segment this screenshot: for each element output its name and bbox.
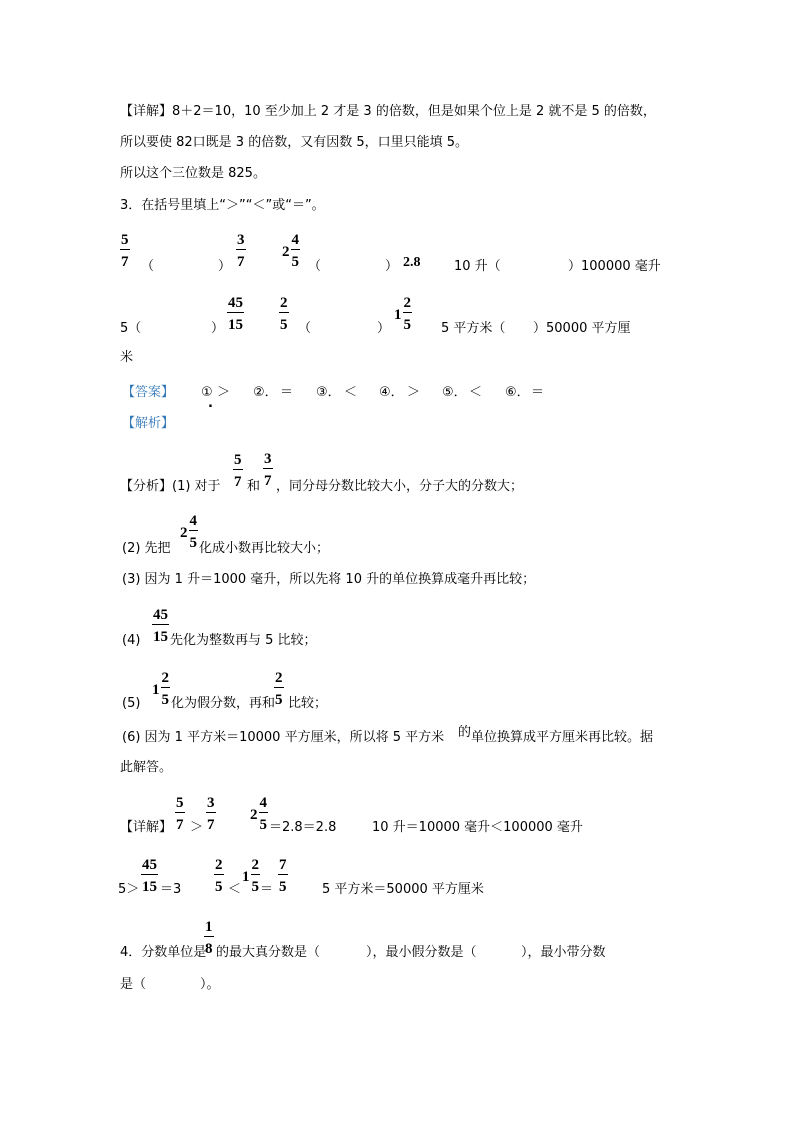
- fraction: 3 7: [237, 232, 245, 270]
- analysis-text: (4): [122, 633, 141, 648]
- fraction: 2 5: [275, 670, 283, 708]
- detail-text: 10 升＝10000 毫升＜100000 毫升: [372, 820, 583, 835]
- mixed-number: 2 4 5: [180, 513, 197, 551]
- fraction: 7 5: [279, 857, 287, 895]
- answer-value: ＜: [344, 385, 358, 400]
- fraction: 3 7: [207, 795, 215, 833]
- answer-value: ＝: [531, 385, 545, 400]
- text: 10 升（: [454, 259, 501, 274]
- answer-number: ③．: [316, 385, 341, 400]
- question-4-text: ），最小假分数是（: [366, 945, 477, 960]
- paren: （: [298, 321, 312, 336]
- analysis-text: ，同分母分数比较大小，分子大的分数大；: [276, 479, 524, 494]
- analysis-text: 先化为整数再与 5 比较；: [170, 633, 317, 648]
- answer-number: ④．: [379, 385, 404, 400]
- detail-text: 5＞: [118, 882, 140, 897]
- detail-text: 所以这个三位数是 825。: [120, 166, 266, 181]
- detail-text: ＝3: [160, 882, 182, 897]
- question-4-text: ），最小带分数: [521, 945, 606, 960]
- analysis-text: 的: [458, 725, 472, 740]
- fraction: 5 7: [176, 795, 184, 833]
- answer-number: ②．: [253, 385, 278, 400]
- analysis-text: (3) 因为 1 升＝1000 毫升，所以先将 10 升的单位换算成毫升再比较；: [122, 572, 536, 587]
- answer-value: ＜: [469, 385, 483, 400]
- text: ）100000 毫升: [568, 259, 661, 274]
- detail-text: 所以要使 82口既是 3 的倍数，又有因数 5，口里只能填 5。: [120, 135, 469, 150]
- text: 5 平方米（: [441, 321, 506, 336]
- question-3-title: 3．在括号里填上“＞”“＜”或“＝”。: [120, 198, 325, 213]
- fraction: 5 7: [234, 452, 242, 490]
- fraction: 45 15: [153, 607, 168, 645]
- mixed-number: 1 2 5: [152, 670, 169, 708]
- analysis-text: 此解答。: [120, 760, 173, 775]
- analysis-text: 化为假分数，再和: [171, 696, 276, 711]
- answer-value: ＞: [407, 385, 421, 400]
- fraction: 5 7: [121, 232, 129, 270]
- analysis-text: 化成小数再比较大小；: [199, 541, 330, 556]
- answer-number: ①: [201, 385, 213, 400]
- analysis-text: (2) 先把: [122, 541, 171, 556]
- detail-text: ＜: [228, 882, 242, 897]
- detail-text: ＝: [260, 882, 274, 897]
- fraction: 2 5: [215, 857, 223, 895]
- mixed-number: 1 2 5: [242, 857, 259, 895]
- mixed-number: 2 4 5: [282, 232, 299, 270]
- mixed-number: 1 2 5: [394, 295, 411, 333]
- fraction: 1 8: [205, 919, 213, 957]
- detail-label: 【详解】: [120, 820, 173, 835]
- paren: （: [308, 259, 322, 274]
- question-4-text: ）。: [200, 977, 220, 992]
- text: 5（: [120, 321, 142, 336]
- paren: ）: [385, 259, 399, 274]
- fraction: 3 7: [264, 451, 272, 489]
- detail-text: 【详解】8＋2＝10，10 至少加上 2 才是 3 的倍数，但是如果个位上是 2 就不是 5 的倍数，: [120, 104, 656, 119]
- fraction: 45 15: [142, 857, 157, 895]
- mixed-number: 2 4 5: [250, 795, 267, 833]
- analysis-text: 【分析】(1) 对于: [120, 479, 221, 494]
- analysis-text: 和: [247, 479, 261, 494]
- detail-text: ＞: [190, 820, 204, 835]
- paren: ）: [377, 321, 391, 336]
- answer-value: ＝: [280, 385, 294, 400]
- detail-text: ＝2.8＝2.8: [269, 820, 337, 835]
- paren: ）: [218, 259, 232, 274]
- question-4-text: 4．分数单位是: [120, 945, 207, 960]
- answer-number: ⑤．: [442, 385, 467, 400]
- text: 米: [120, 350, 134, 365]
- question-4-text: 是（: [120, 977, 147, 992]
- paren: ）: [211, 321, 225, 336]
- answer-dot: .: [208, 396, 213, 411]
- fraction: 2 5: [280, 295, 288, 333]
- text: ）50000 平方厘: [533, 321, 631, 336]
- analysis-text: (6) 因为 1 平方米＝10000 平方厘米，所以将 5 平方米: [122, 730, 445, 745]
- question-4-text: 的最大真分数是（: [216, 945, 321, 960]
- analysis-text: (5): [122, 696, 141, 711]
- analysis-label: 【解析】: [122, 416, 175, 431]
- analysis-text: 单位换算成平方厘米再比较。据: [471, 730, 654, 745]
- decimal: 2.8: [403, 255, 421, 270]
- answer-label: 【答案】: [122, 385, 175, 400]
- answer-number: ⑥．: [505, 385, 530, 400]
- detail-text: 5 平方米＝50000 平方厘米: [322, 882, 484, 897]
- analysis-text: 比较；: [288, 696, 328, 711]
- paren: （: [141, 259, 155, 274]
- answer-value: ＞: [217, 385, 231, 400]
- fraction: 45 15: [228, 295, 243, 333]
